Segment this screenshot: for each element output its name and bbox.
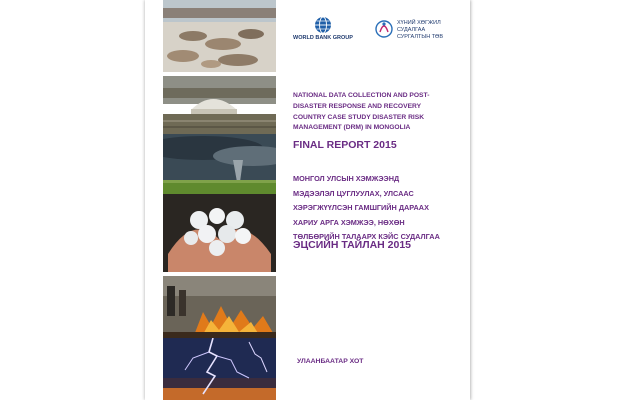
wildfire-photo — [163, 276, 276, 338]
report-cover-page — [145, 0, 470, 400]
dead-livestock-photo — [163, 0, 276, 72]
english-title: NATIONAL DATA COLLECTION AND POST- DISASTER RESPONSE AND RECOVERY COUNTRY CASE STUDY DISASTER RISK MANAGEMENT (DRM) IN MONGOLIA — [293, 92, 430, 132]
lightning-photo — [163, 338, 276, 400]
mongolian-title: МОНГОЛ УЛСЫН ХЭМЖЭЭНД МЭДЭЭЛЭЛ ЦУГЛУУЛАХ, УЛСААС ХЭРЭГЖҮҮЛСЭН ГАМШГИЙН ДАРААХ ХАРИУ АРГА ХЭМЖЭЭ, НӨХӨН ТӨЛБӨРИЙН ТАЛААРХ КЭЙС СУДАЛГАА — [293, 174, 440, 242]
globe-icon — [314, 16, 332, 34]
world-bank-label: WORLD BANK GROUP — [293, 35, 353, 41]
city-label: УЛААНБААТАР ХОТ — [297, 358, 364, 365]
tornado-storm-photo — [163, 134, 276, 194]
institute-emblem-icon — [375, 18, 393, 40]
final-report-english: FINAL REPORT 2015 — [293, 139, 397, 151]
mn-institute-label: ХҮНИЙ ХӨГЖИЛ СУДАЛГАА СУРГАЛТЫН ТӨВ — [397, 20, 443, 40]
final-report-mongolian: ЭЦСИЙН ТАЙЛАН 2015 — [293, 239, 412, 251]
flooded-ger-photo — [163, 76, 276, 134]
hailstones-in-hands-photo — [163, 194, 276, 272]
photo-column — [163, 0, 276, 400]
world-bank-logo — [293, 16, 353, 41]
